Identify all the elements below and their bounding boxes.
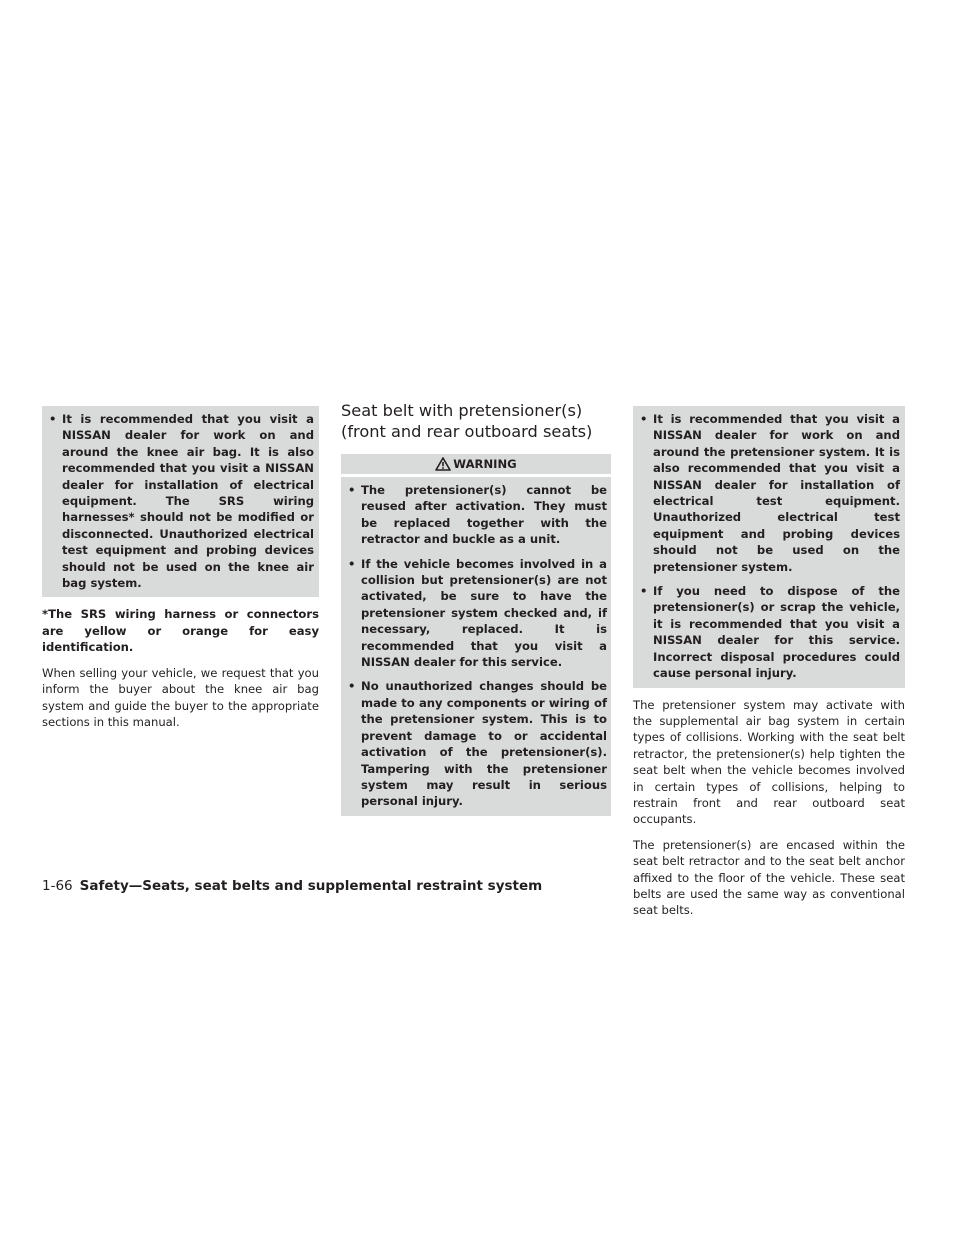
caution-bullet: • If you need to dispose of the pretensioner(s) or scrap the vehicle, it is recommended that you visit a NISSAN dealer for this service. Incorrect disposal procedures could cause personal injury. bbox=[637, 583, 900, 681]
body-paragraph: The pretensioner system may activate with the supplemental air bag system in certain types of collisions. Working with the seat belt retractor, the pretensioner(s) help tighten the seat belt when the vehicle becomes involved in certain types of collisions, helping to restrain front and rear outboard seat occupants. bbox=[633, 697, 905, 827]
footer-section-title: Safety—Seats, seat belts and supplemental restraint system bbox=[79, 878, 543, 894]
page-footer bbox=[42, 877, 542, 895]
middle-column bbox=[341, 401, 611, 816]
body-paragraph: The pretensioner(s) are encased within the seat belt retractor and to the seat belt anchor affixed to the floor of the vehicle. These seat belts are used the same way as conventional seat belts. bbox=[633, 837, 905, 918]
warning-bullet: • The pretensioner(s) cannot be reused after activation. They must be replaced together with the retractor and buckle as a unit. bbox=[345, 482, 607, 548]
caution-box-knee-airbag bbox=[42, 406, 319, 597]
right-column bbox=[633, 406, 905, 928]
warning-header bbox=[341, 454, 611, 474]
caution-box-pretensioner bbox=[633, 406, 905, 688]
section-title: Seat belt with pretensioner(s) (front and rear outboard seats) bbox=[341, 401, 593, 441]
warning-body bbox=[341, 477, 611, 816]
caution-bullet: • It is recommended that you visit a NISSAN dealer for work on and around the knee air bag. It is also recommended that you visit a NISSAN dealer for installation of electrical equipment. The SRS wiring harnesses* should not be modified or disconnected. Unauthorized electrical test equipment and probing devices should not be used on the knee air bag system. bbox=[46, 411, 314, 591]
caution-bullet: • It is recommended that you visit a NISSAN dealer for work on and around the pretensioner system. It is also recommended that you visit a NISSAN dealer for installation of electrical test equipment. Unauthorized electrical test equipment and probing devices should not be used on the pretensioner system. bbox=[637, 411, 900, 575]
srs-harness-note: *The SRS wiring harness or connectors are yellow or orange for easy identification. bbox=[42, 607, 319, 655]
page-number: 1-66 bbox=[42, 878, 73, 894]
warning-triangle-icon bbox=[435, 457, 451, 471]
warning-label: WARNING bbox=[453, 457, 517, 471]
warning-bullet: • If the vehicle becomes involved in a collision but pretensioner(s) are not activated, be sure to have the pretensioner system checked and, if necessary, replaced. It is recommended that you visit a NISSAN dealer for this service. bbox=[345, 556, 607, 671]
left-column bbox=[42, 406, 319, 739]
body-paragraph: When selling your vehicle, we request that you inform the buyer about the knee air bag system and guide the buyer to the appropriate sections in this manual. bbox=[42, 665, 319, 729]
warning-bullet: • No unauthorized changes should be made to any components or wiring of the pretensioner system. This is to prevent damage to or accidental activation of the pretensioner(s). Tampering with the pretensioner system may result in serious personal injury. bbox=[345, 678, 607, 809]
